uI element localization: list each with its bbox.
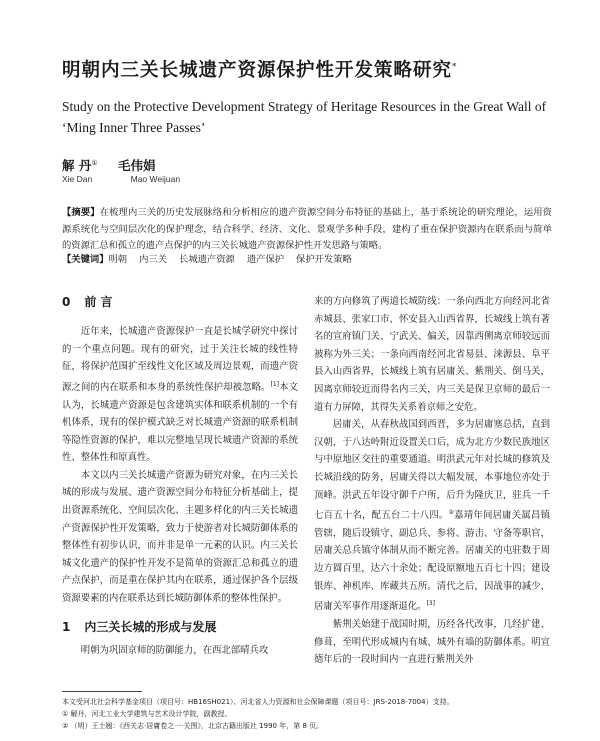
footnote-divider <box>62 691 142 692</box>
title-footnote-marker: * <box>452 61 458 72</box>
footnote-ref: ② <box>448 509 455 517</box>
author-2-name: 毛伟娟 <box>118 158 156 173</box>
abstract-label: 【摘要】 <box>62 207 100 218</box>
citation-ref: [1] <box>270 380 280 388</box>
footnotes <box>62 696 562 732</box>
author-1-name: 解 丹 <box>62 158 92 173</box>
paragraph: 明朝为巩固京师的防御能力，在西北部晴兵攻 <box>80 644 269 656</box>
section-title: 前 言 <box>84 295 113 309</box>
paragraph-text: 嘉靖年间居庸关属昌镇管辖，随后设镇守、副总兵、参将、游击、守备等职官，居庸关总兵镇守体制从而不断完善。居庸关的屯驻数于周边方圆百里，达六十余处；配设原额地五百七十四；建设银库、神机库、库藏共五所。清代之后，因战事的减少，居庸关军事作用逐渐退化。 <box>314 510 550 613</box>
author-1-name-en: Xie Dan <box>62 174 93 184</box>
keywords-label: 【关键词】 <box>62 254 109 265</box>
footnote: 本文受河北社会科学基金项目（项目号：HB16SH021）、河北省人力资源和社会保障课题（项目号：JRS-2018-7004）支持。 <box>62 698 454 706</box>
section-heading-formation <box>62 618 298 636</box>
paragraph-text: 近年来，长城遗产资源保护一直是长城学研究中探讨的一个重点问题。现有的研究，过于关注长城的线性特征，将保护范围扩至线性文化区域及周边景观，而遗产资源之间的内在联系和本身的系统性保护却被忽略。 <box>62 326 298 393</box>
paragraph: 本文以内三关长城遗产资源为研究对象，在内三关长城的形成与发展、遗产资源空间分布特征分析基础上，提出资源系统化、空间层次化、主题多样化的内三关长城遗产资源保护性开发策略，致力于使游者对长城防御体系的整体性有初步认识，而并非是单一元素的认识。内三关长城文化遗产的保护性开发不是简单的资源汇总和孤立的遗产点保护，而是重在保护其内在联系，通过保护各个层级资源要素的内在联系达到长城防御体系的整体性保护。 <box>62 469 298 605</box>
author-1-footnote-marker: ① <box>91 158 98 167</box>
author-2-name-en: Mao Weijuan <box>130 174 181 184</box>
paragraph-text: 本文认为，长城遗产资源是包含建筑实体和联系机制的一个有机体系，现有的保护模式缺乏对长城遗产资源的联系机制等隐性资源的保护，难以完整地呈现长城遗产资源的系统性、整体性和原真性。 <box>62 381 298 464</box>
section-title: 内三关长城的形成与发展 <box>84 619 217 634</box>
footnote: ② （明）王士翘：《西关志·居庸卷之一·关图》，北京古籍出版社 1990 年，第 8 页。 <box>62 722 324 730</box>
keyword: 明朝 <box>108 254 128 265</box>
body-column-left <box>62 293 298 659</box>
paragraph-continued: 来的方向修筑了两道长城防线：一条向西北方向经河北省赤城县、张家口市、怀安县入山西省界，长城线上筑有著名的宣府镇门关、宁武关、偏关，因靠西侧离京师较远而被称为外三关；一条向西南经河北省易县、涞源县、阜平县入山西省界，长城线上筑有居庸关、紫荆关、倒马关，因离京师较近而得名内三关，内三关是保卫京师的最后一道有力屏障，其得失关系着京师之安危。 <box>314 296 550 413</box>
paper-title-en <box>62 96 562 138</box>
paragraph <box>62 323 298 467</box>
section-number: 1 <box>62 619 71 634</box>
abstract-text: 在梳理内三关的历史发展脉络和分析相应的遗产资源空间分布特征的基础上，基于系统论的研究理论，运用资源系统化与空间层次化的保护理念，结合科学、经济、文化、景观学多种手段，建构了重在保护资源内在联系而与简单的资源汇总和孤立的遗产点保护的内三关长城遗产资源保护性开发思路与策略。 <box>62 207 552 251</box>
paragraph-text: 居庸关，从春秋战国到西晋，多为居庸塞总括，直到汉朝，于八达岭附近设置关口后，成为北方少数民族地区与中原地区交往的重要通道。明洪武元年对长城的修筑及长城沿线的防务，居庸关得以大幅发展，本事地位亦处于顶峰。洪武五年设守御千户所，后升为隆庆卫，驻兵一千七百五十名，配五台二十八四。 <box>314 419 550 522</box>
author-list <box>62 156 156 174</box>
section-heading-introduction <box>62 293 298 311</box>
paragraph: 紫荆关始建于战国时期，历经各代改事，几经扩建、修葺，至明代形成城内有城、城外有墙的防御体系。明宣德年后的一段时间内一直进行紫荆关外 <box>314 618 550 666</box>
keyword: 保护开发策略 <box>296 254 352 265</box>
paper-title-en-line2: ‘Ming Inner Three Passes’ <box>62 120 206 135</box>
paper-title-zh: 明朝内三关长城遗产资源保护性开发策略研究 <box>62 60 453 81</box>
citation-ref: [3] <box>426 600 436 608</box>
paragraph <box>314 416 550 616</box>
footnote: ① 解丹，河北工业大学建筑与艺术设计学院，副教授。 <box>62 710 232 718</box>
abstract <box>62 205 552 255</box>
section-number: 0 <box>62 295 71 309</box>
keyword: 内三关 <box>139 254 168 265</box>
keyword: 遗产保护 <box>246 254 285 265</box>
paper-title <box>62 56 542 82</box>
body-column-right <box>314 293 550 669</box>
keyword: 长城遗产资源 <box>179 254 235 265</box>
paper-title-en-line1: Study on the Protective Development Strategy of Heritage Resources in the Great Wall of <box>62 99 547 114</box>
author-list-en <box>62 174 180 184</box>
keywords <box>62 252 552 268</box>
